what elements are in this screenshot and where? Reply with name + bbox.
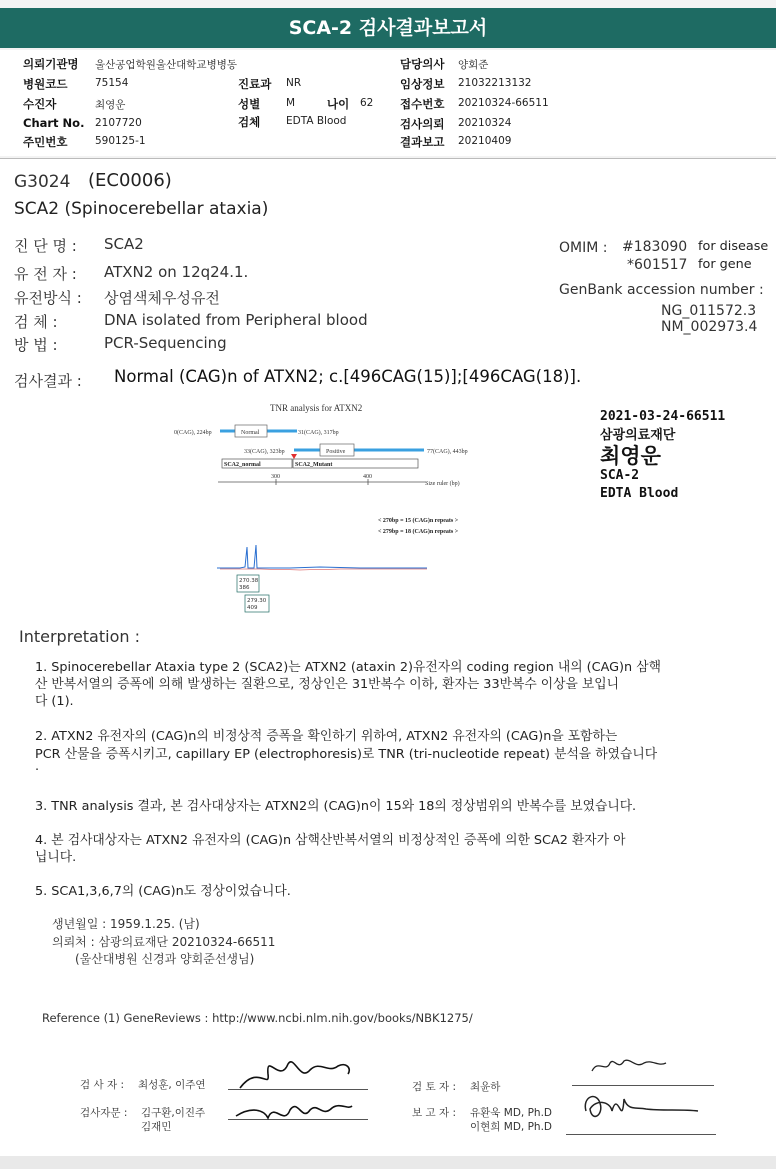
resident-no-value: 590125-1 xyxy=(95,135,146,147)
age-label: 나이 xyxy=(327,97,350,111)
reviewer-reporter-signature xyxy=(566,1049,716,1141)
result-value: Normal (CAG)n of ATXN2; c.[496CAG(15)];[496CAG(18)]. xyxy=(114,367,582,386)
receipt-no-label: 접수번호 xyxy=(400,97,445,111)
interp-p2-line2: PCR 산물을 증폭시키고, capillary EP (electrophoresis)로 TNR (tri-nucleotide repeat) 분석을 하였습니다 xyxy=(35,747,658,762)
requesting-institution-label: 의뢰기관명 xyxy=(23,57,79,71)
interp-p2-line1: 2. ATXN2 유전자의 (CAG)n의 비정상적 증폭을 확인하기 위하여, ATXN2 유전자의 (CAG)n을 포함하는 xyxy=(35,729,618,744)
sex-value: M xyxy=(286,97,296,109)
test-code: G3024 xyxy=(14,172,71,192)
gene-value: ATXN2 on 12q24.1. xyxy=(104,263,249,281)
omim-disease-id: #183090 xyxy=(622,239,688,255)
requester: 의뢰처 : 삼광의료재단 20210324-66511 xyxy=(52,935,276,949)
specimen-detail-label: 검 체 : xyxy=(14,313,58,331)
mutant-region-label: SCA2_Mutant xyxy=(295,462,333,468)
tester-label: 검 사 자 : xyxy=(80,1079,124,1091)
test-subcode: (EC0006) xyxy=(88,170,172,191)
stamp-specimen: EDTA Blood xyxy=(600,486,679,501)
inheritance-value: 상염색체우성유전 xyxy=(104,289,220,307)
peak2-size: 279.30 xyxy=(247,598,267,604)
page-bottom-strip xyxy=(0,1156,776,1169)
reviewer-value: 최윤하 xyxy=(470,1081,501,1093)
physician-label: 담당의사 xyxy=(400,57,445,71)
interp-p5-line1: 5. SCA1,3,6,7의 (CAG)n도 정상이었습니다. xyxy=(35,884,291,899)
interp-p1-line1: 1. Spinocerebellar Ataxia type 2 (SCA2)는 ATXN2 (ataxin 2)유전자의 coding region 내의 (CAG)n 삼핵 xyxy=(35,660,661,675)
resident-no-label: 주민번호 xyxy=(23,135,68,149)
cutoff-marker xyxy=(291,454,297,459)
interp-p4-line2: 닙니다. xyxy=(35,850,77,865)
stamp-id: 2021-03-24-66511 xyxy=(600,409,726,424)
peak1-size: 270.38 xyxy=(239,578,259,584)
inheritance-label: 유전방식 : xyxy=(14,289,82,307)
normal-high-label: 31(CAG), 317bp xyxy=(298,430,339,436)
hospital-code-label: 병원코드 xyxy=(23,77,68,91)
specimen-label: 검체 xyxy=(238,115,261,129)
result-report-label: 결과보고 xyxy=(400,135,445,149)
genbank-accession-2: NM_002973.4 xyxy=(661,319,758,335)
method-value: PCR-Sequencing xyxy=(104,334,227,352)
peak2-height: 409 xyxy=(247,605,258,611)
omim-gene-id: *601517 xyxy=(627,257,688,273)
stamp-org: 삼광의료재단 xyxy=(600,428,676,443)
size-standard-trace xyxy=(220,569,427,570)
receipt-no-value: 20210324-66511 xyxy=(458,97,549,109)
electropherogram-trace xyxy=(217,545,427,568)
mutant-low-label: 33(CAG), 323bp xyxy=(244,449,285,455)
interp-p3-line1: 3. TNR analysis 결과, 본 검사대상자는 ATXN2의 (CAG)n이 15와 18의 정상범위의 반복수를 보였습니다. xyxy=(35,799,637,814)
clinical-info-value: 21032213132 xyxy=(458,77,532,89)
tnr-analysis-figure xyxy=(160,399,500,614)
advisor-value-1: 김구환,이진주 xyxy=(141,1107,206,1119)
interp-p1-line2: 산 반복서열의 증폭에 의해 발생하는 질환으로, 정상인은 31반복수 이하, 환자는 33반복수 이상을 보입니 xyxy=(35,677,619,692)
positive-label: Positive xyxy=(326,449,346,455)
reviewer-label: 검 토 자 : xyxy=(412,1081,456,1093)
normal-label: Normal xyxy=(241,430,260,436)
mutant-high-label: 77(CAG), 443bp xyxy=(427,449,468,455)
report-title: SCA-2 검사결과보고서 xyxy=(288,17,488,39)
omim-label: OMIM : xyxy=(559,240,608,256)
repeat-note-1: < 270bp = 15 (CAG)n repeats > xyxy=(378,518,459,524)
diagnosis-label: 진 단 명 : xyxy=(14,237,77,255)
advisor-label: 검사자문 : xyxy=(80,1107,128,1119)
specimen-detail-value: DNA isolated from Peripheral blood xyxy=(104,311,368,329)
normal-low-label: 0(CAG), 224bp xyxy=(174,430,212,436)
ruler-tick-400: 400 xyxy=(363,474,372,480)
gene-label: 유 전 자 : xyxy=(14,265,77,283)
clinical-info-label: 임상정보 xyxy=(400,77,445,91)
chart-no-value: 2107720 xyxy=(95,117,142,129)
repeat-note-2: < 279bp = 18 (CAG)n repeats > xyxy=(378,529,459,535)
reporter-label: 보 고 자 : xyxy=(412,1107,456,1119)
reporter-value-1: 유환욱 MD, Ph.D xyxy=(470,1107,552,1119)
chart-no-label: Chart No. xyxy=(23,116,85,130)
hospital-code-value: 75154 xyxy=(95,77,129,89)
result-report-value: 20210409 xyxy=(458,135,512,147)
department-value: NR xyxy=(286,77,302,89)
patient-header xyxy=(0,50,776,156)
requester-detail: (울산대병원 신경과 양회준선생님) xyxy=(75,952,255,966)
genbank-accession-1: NG_011572.3 xyxy=(661,303,757,319)
stamp-name: 최영운 xyxy=(600,444,661,468)
test-request-label: 검사의뢰 xyxy=(400,117,445,131)
interp-p4-line1: 4. 본 검사대상자는 ATXN2 유전자의 (CAG)n 삼핵산반복서열의 비정상적인 증폭에 의한 SCA2 환자가 아 xyxy=(35,833,626,848)
recipient-value: 최영운 xyxy=(95,99,126,111)
sex-label: 성별 xyxy=(238,97,261,111)
test-request-value: 20210324 xyxy=(458,117,512,129)
interpretation-heading: Interpretation : xyxy=(19,627,140,646)
reference: Reference (1) GeneReviews : http://www.ncbi.nlm.nih.gov/books/NBK1275/ xyxy=(42,1011,473,1025)
report-title-banner xyxy=(0,8,776,48)
genbank-label: GenBank accession number : xyxy=(559,282,764,298)
physician-value: 양회준 xyxy=(458,59,489,71)
advisor-value-2: 김재민 xyxy=(141,1121,172,1133)
birth-date: 생년월일 : 1959.1.25. (남) xyxy=(52,917,200,931)
test-name: SCA2 (Spinocerebellar ataxia) xyxy=(14,199,269,219)
peak1-height: 386 xyxy=(239,585,250,591)
age-value: 62 xyxy=(360,97,374,109)
method-label: 방 법 : xyxy=(14,336,58,354)
requesting-institution-value: 울산공업학원울산대학교병병동 xyxy=(95,59,238,71)
reporter-value-2: 이현희 MD, Ph.D xyxy=(470,1121,552,1133)
ruler-tick-300: 300 xyxy=(271,474,280,480)
department-label: 진료과 xyxy=(238,77,272,91)
result-label: 검사결과 : xyxy=(14,372,82,390)
ruler-label: Size ruler (bp) xyxy=(425,481,460,487)
normal-region-label: SCA2_normal xyxy=(224,462,261,468)
interp-p1-line3: 다 (1). xyxy=(35,694,74,709)
omim-disease-note: for disease xyxy=(698,239,769,254)
omim-gene-note: for gene xyxy=(698,257,752,272)
stamp-test: SCA-2 xyxy=(600,468,640,483)
tester-value: 최성훈, 이주연 xyxy=(138,1079,206,1091)
diagnosis-value: SCA2 xyxy=(104,235,144,253)
report-body xyxy=(0,159,776,1156)
interp-p2-line3: . xyxy=(35,759,40,774)
tester-advisor-signature xyxy=(228,1044,368,1139)
recipient-label: 수진자 xyxy=(23,97,57,111)
specimen-value: EDTA Blood xyxy=(286,115,347,127)
tnr-figure-title: TNR analysis for ATXN2 xyxy=(270,403,363,413)
